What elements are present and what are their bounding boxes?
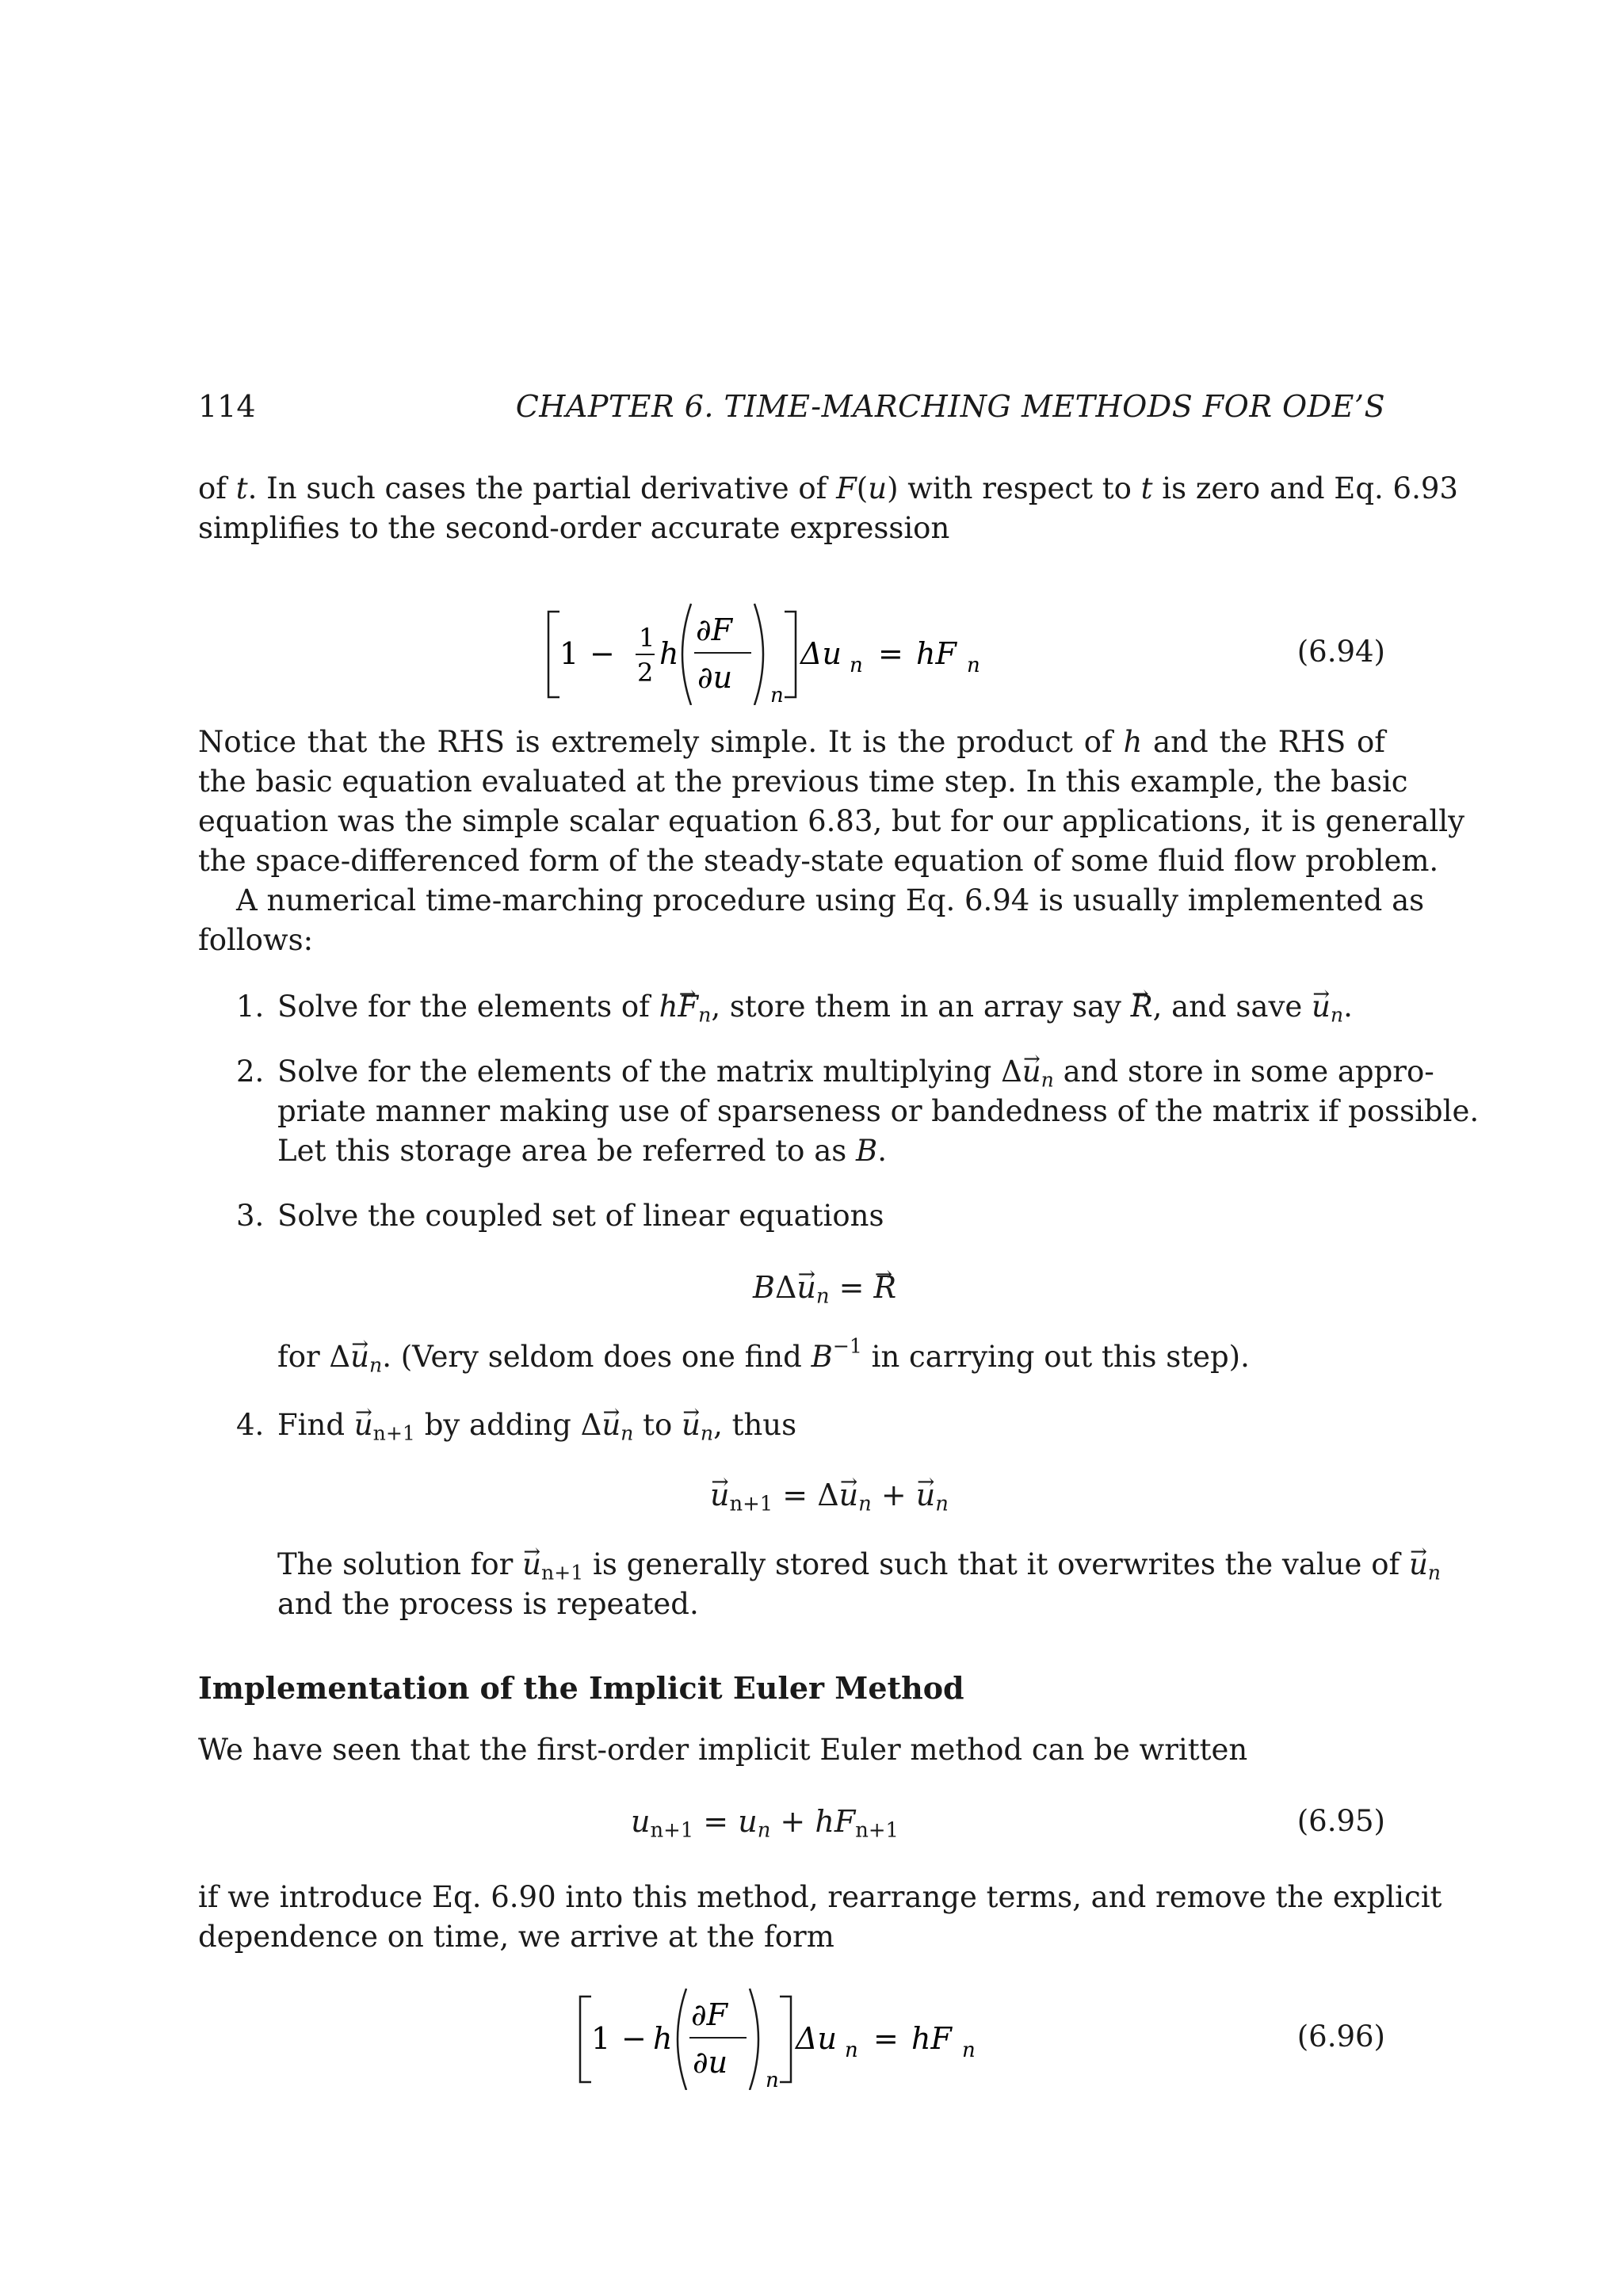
list-item-4-number: 4. (236, 1408, 265, 1442)
list-item-3-number: 3. (236, 1199, 265, 1233)
paragraph-2-line-3: equation was the simple scalar equation 6.83, but for our applications, it is generally (198, 804, 1465, 838)
paragraph-1-line-2: simplifies to the second-order accurate expression (198, 511, 950, 545)
paragraph-2-line-1: Notice that the RHS is extremely simple. It is the product of h and the RHS of (198, 725, 1385, 759)
list-item-2-number: 2. (236, 1055, 265, 1089)
equation-6-96 (571, 1971, 983, 2090)
eq696-equals: = (873, 2021, 899, 2056)
section-line-1: We have seen that the first-order implicit Euler method can be written (198, 1733, 1248, 1767)
paragraph-4-line-2: dependence on time, we arrive at the form (198, 1920, 834, 1954)
list-item-4-para-line-2: and the process is repeated. (277, 1587, 699, 1621)
equation-number-6-96: (6.96) (1296, 2019, 1385, 2054)
list-item-1-number: 1. (236, 990, 265, 1024)
equation-number-6-95: (6.95) (1296, 1804, 1385, 1838)
eq694-dF: ∂F (696, 612, 733, 647)
eq694-one: 1 (559, 636, 579, 671)
eq694-delta-sub: n (850, 654, 863, 677)
eq694-equals: = (878, 636, 903, 671)
section-heading: Implementation of the Implicit Euler Method (198, 1670, 964, 1706)
eq694-h: h (659, 636, 679, 671)
paragraph-4-line-1: if we introduce Eq. 6.90 into this method, rearrange terms, and remove the explicit (198, 1880, 1442, 1914)
list-item-4-para-line-1: The solution for → $u_{n+1}$ is generally stored such that it overwrites the value of → $u_n$ (277, 1545, 1385, 1585)
eq694-rhs-sub: n (967, 654, 980, 677)
eq694-sub-n: n (770, 684, 784, 705)
paragraph-3-line-2: follows: (198, 923, 314, 957)
eq694-half-den: 2 (637, 658, 654, 688)
paragraph-3-line-1: A numerical time-marching procedure using Eq. 6.94 is usually implemented as (236, 883, 1425, 917)
list-item-3-equation: $B\Delta\to u_n$ = → R (753, 1268, 896, 1307)
running-head: CHAPTER 6. TIME-MARCHING METHODS FOR ODE’S (515, 389, 1385, 424)
eq696-h: h (653, 2021, 673, 2056)
list-item-4-line-1: Find → $u_{n+1}$ by adding $\Delta\to u_n$ to → $u_n$, thus (277, 1405, 1385, 1445)
eq694-minus: − (590, 636, 615, 671)
list-item-2-line-3: Let this storage area be referred to as B. (277, 1134, 887, 1168)
eq696-dF: ∂F (691, 1997, 728, 2032)
eq696-delta-u: Δu (796, 2021, 837, 2056)
equation-6-95: $u_{n+1} = u_n + hF_{n+1}$ (631, 1804, 899, 1843)
paragraph-1-line-1: of t. In such cases the partial derivative of F(u) with respect to t is zero and Eq. 6.93 (198, 471, 1458, 505)
eq694-half-num: 1 (639, 623, 655, 653)
eq696-du: ∂u (693, 2045, 728, 2080)
page-number: 114 (198, 389, 256, 424)
eq696-sub-n: n (766, 2069, 779, 2090)
list-item-3-line-1: Solve the coupled set of linear equations (277, 1199, 884, 1233)
eq696-rhs-sub: n (962, 2039, 976, 2062)
list-item-1-line-1: Solve for the elements of $h\to F_n$, store them in an array say → R, and save → $u_n$. (277, 987, 1385, 1027)
list-item-2-line-1: Solve for the elements of the matrix multiplying $\Delta\to u_n$ and store in some appro- (277, 1052, 1385, 1092)
paragraph-2-line-4: the space-differenced form of the steady-state equation of some fluid flow problem. (198, 844, 1439, 878)
equation-number-6-94: (6.94) (1296, 635, 1385, 669)
eq696-delta-sub: n (845, 2039, 858, 2062)
list-item-2-line-2: priate manner making use of sparseness or bandedness of the matrix if possible. (277, 1094, 1480, 1128)
paragraph-2-line-2: the basic equation evaluated at the previous time step. In this example, the basic (198, 765, 1408, 799)
eq694-rhs: hF (916, 636, 957, 671)
list-item-3-line-2: for $\Delta\to u_n$. (Very seldom does one find $B^{-1}$ in carrying out this step). (277, 1337, 1385, 1377)
equation-6-94 (539, 586, 983, 705)
eq696-rhs: hF (911, 2021, 952, 2056)
eq694-delta-u: Δu (800, 636, 842, 671)
list-item-4-equation: → $u_{n+1} = \Delta\to u_n$ + → $u_n$ (710, 1475, 949, 1515)
eq696-minus: − (621, 2021, 647, 2056)
eq694-du: ∂u (697, 660, 733, 695)
eq696-one: 1 (591, 2021, 611, 2056)
